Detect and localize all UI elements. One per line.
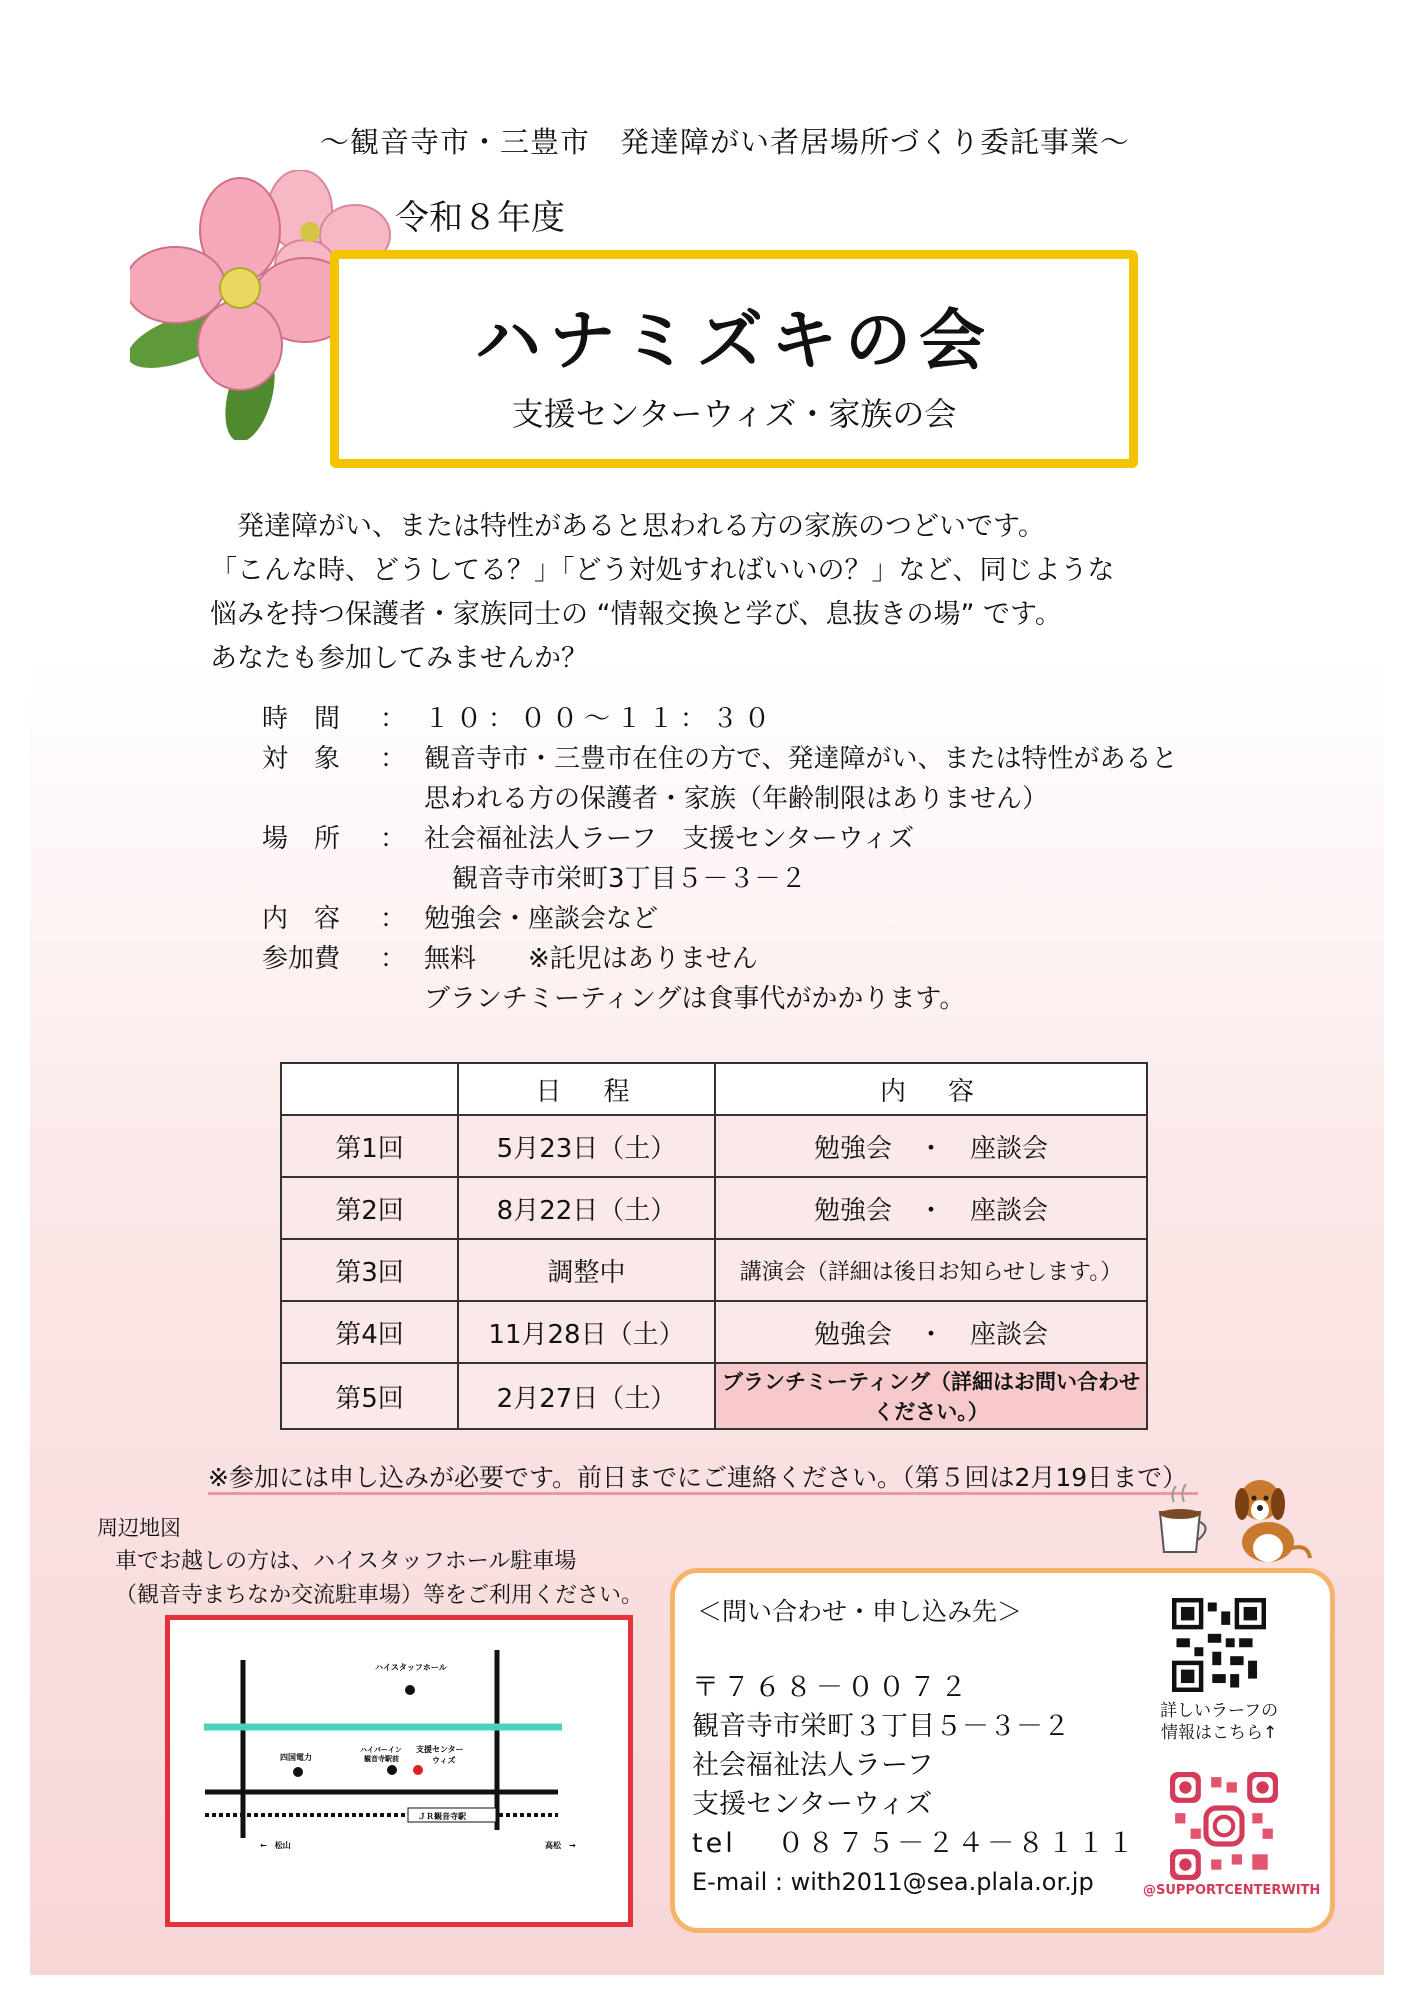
- session-number: 第1回: [281, 1115, 458, 1177]
- coffee-cup-icon: [1160, 1484, 1206, 1552]
- map-label: 四国電力: [280, 1753, 312, 1762]
- session-date: 2月27日（土）: [458, 1363, 715, 1429]
- contact-center: 支援センターウィズ: [692, 1789, 933, 1820]
- info-colon: ：: [380, 944, 407, 974]
- contact-org: 社会福祉法人ラーフ: [692, 1750, 934, 1781]
- info-label: 内 容: [262, 904, 341, 934]
- session-content-cell: [715, 1363, 1147, 1429]
- table-header: 内 容: [715, 1063, 1147, 1115]
- fiscal-year: 令和８年度: [395, 198, 565, 238]
- contact-address: 観音寺市栄町３丁目５－３－２: [692, 1711, 1070, 1742]
- session-number: 第5回: [281, 1363, 458, 1429]
- session-date: 8月22日（土）: [458, 1177, 715, 1239]
- info-value: 観音寺市栄町3丁目５－３－２: [452, 864, 807, 894]
- contact-tel[interactable]: tel ０８７５－２４－８１１１: [692, 1828, 1138, 1859]
- session-date: 調整中: [458, 1239, 715, 1301]
- map-desc-line: （観音寺まちなか交流駐車場）等をご利用ください。: [115, 1583, 644, 1608]
- table-row: [281, 1363, 1147, 1429]
- info-value: 社会福祉法人ラーフ 支援センターウィズ: [424, 824, 915, 854]
- info-colon: ：: [380, 744, 407, 774]
- contact-email[interactable]: E-mail : with2011@sea.plala.or.jp: [692, 1868, 1094, 1896]
- intro-line: 「こんな時、どうしてる？」「どう対処すればいいの？」など、同じような: [210, 555, 1115, 586]
- session-number: 第2回: [281, 1177, 458, 1239]
- table-header-row: [281, 1063, 1147, 1115]
- info-value: 思われる方の保護者・家族（年齢制限はありません）: [424, 784, 1049, 814]
- map-label: ＪＲ観音寺駅: [418, 1812, 466, 1821]
- map-marker: [387, 1765, 397, 1775]
- map-marker: [405, 1685, 415, 1695]
- contact-postal: 〒７６８－００７２: [692, 1672, 971, 1703]
- instagram-qr-code-icon[interactable]: [1170, 1772, 1278, 1880]
- contact-details: [692, 1668, 1137, 1902]
- table-row: [281, 1301, 1147, 1363]
- notice-underline: [208, 1492, 1198, 1495]
- info-label: 場 所: [262, 824, 341, 854]
- table-row: [281, 1115, 1147, 1177]
- table-row: [281, 1177, 1147, 1239]
- session-number: 第3回: [281, 1239, 458, 1301]
- registration-notice: ※参加には申し込みが必要です。前日までにご連絡ください。（第５回は2月19日まで）: [208, 1463, 1188, 1492]
- intro-line: あなたも参加してみませんか？: [210, 643, 588, 674]
- info-label: 参加費: [262, 944, 341, 974]
- title-box: [330, 250, 1138, 468]
- dog-with-coffee-illustration: [1150, 1470, 1320, 1570]
- page-title: ハナミズキの会: [475, 302, 993, 379]
- qr-caption: [1160, 1700, 1278, 1744]
- qr-caption-line: 情報はこちら↑: [1160, 1723, 1278, 1743]
- intro-line: 悩みを持つ保護者・家族同士の “情報交換と学び、息抜きの場” です。: [210, 599, 1062, 630]
- title-subtitle: 支援センターウィズ・家族の会: [511, 395, 957, 433]
- info-label: 対 象: [262, 744, 341, 774]
- session-date: 11月28日（土）: [458, 1301, 715, 1363]
- info-value: 無料 ※託児はありません: [424, 944, 758, 974]
- info-colon: ：: [380, 704, 407, 734]
- map-title: 周辺地図: [97, 1516, 181, 1540]
- session-content: 勉強会 ・ 座談会: [715, 1115, 1147, 1177]
- area-map: [165, 1615, 633, 1927]
- info-value: １０：００～１１：３０: [424, 704, 777, 734]
- map-drawing: [170, 1620, 628, 1922]
- info-colon: ：: [380, 904, 407, 934]
- map-label: 観音寺駅前: [364, 1755, 399, 1763]
- info-label: 時 間: [262, 704, 341, 734]
- intro-line: 発達障がい、または特性があると思われる方の家族のつどいです。: [210, 511, 1045, 542]
- table-header: 日 程: [458, 1063, 715, 1115]
- table-row: [281, 1239, 1147, 1301]
- session-number: 第4回: [281, 1301, 458, 1363]
- session-content: 勉強会 ・ 座談会: [715, 1301, 1147, 1363]
- map-marker: [293, 1767, 303, 1777]
- map-marker-destination: [413, 1765, 423, 1775]
- map-desc-line: 車でお越しの方は、ハイスタッフホール駐車場: [115, 1549, 577, 1574]
- instagram-handle[interactable]: @SUPPORTCENTERWITH: [1143, 1883, 1321, 1898]
- table-header: [281, 1063, 458, 1115]
- map-label: ← 松山: [260, 1841, 291, 1850]
- info-value: ブランチミーティングは食事代がかかります。: [424, 984, 966, 1014]
- intro-text: [210, 505, 1115, 681]
- contact-heading: ＜問い合わせ・申し込み先＞: [697, 1597, 1023, 1626]
- beagle-dog-icon: [1235, 1480, 1310, 1562]
- info-colon: ：: [380, 824, 407, 854]
- map-label: 支援センター: [416, 1745, 464, 1754]
- map-label: ハイパーイン: [360, 1746, 402, 1754]
- qr-code-icon[interactable]: [1172, 1598, 1266, 1692]
- project-subtitle: ～観音寺市・三豊市 発達障がい者居場所づくり委託事業～: [320, 125, 1131, 159]
- session-content: ブランチミーティング（詳細はお問い合わせください。）: [716, 1364, 1146, 1428]
- schedule-table: [280, 1062, 1148, 1430]
- map-description: [115, 1545, 643, 1613]
- session-date: 5月23日（土）: [458, 1115, 715, 1177]
- session-content: 講演会（詳細は後日お知らせします。）: [715, 1239, 1147, 1301]
- info-value: 観音寺市・三豊市在住の方で、発達障がい、または特性があると: [424, 744, 1178, 774]
- qr-caption-line: 詳しいラーフの: [1160, 1701, 1279, 1721]
- map-label: ウィズ: [432, 1756, 456, 1765]
- info-value: 勉強会・座談会など: [424, 904, 659, 934]
- map-label: ハイスタッフホール: [375, 1663, 447, 1672]
- map-label: 高松 →: [545, 1841, 576, 1850]
- session-content: 勉強会 ・ 座談会: [715, 1177, 1147, 1239]
